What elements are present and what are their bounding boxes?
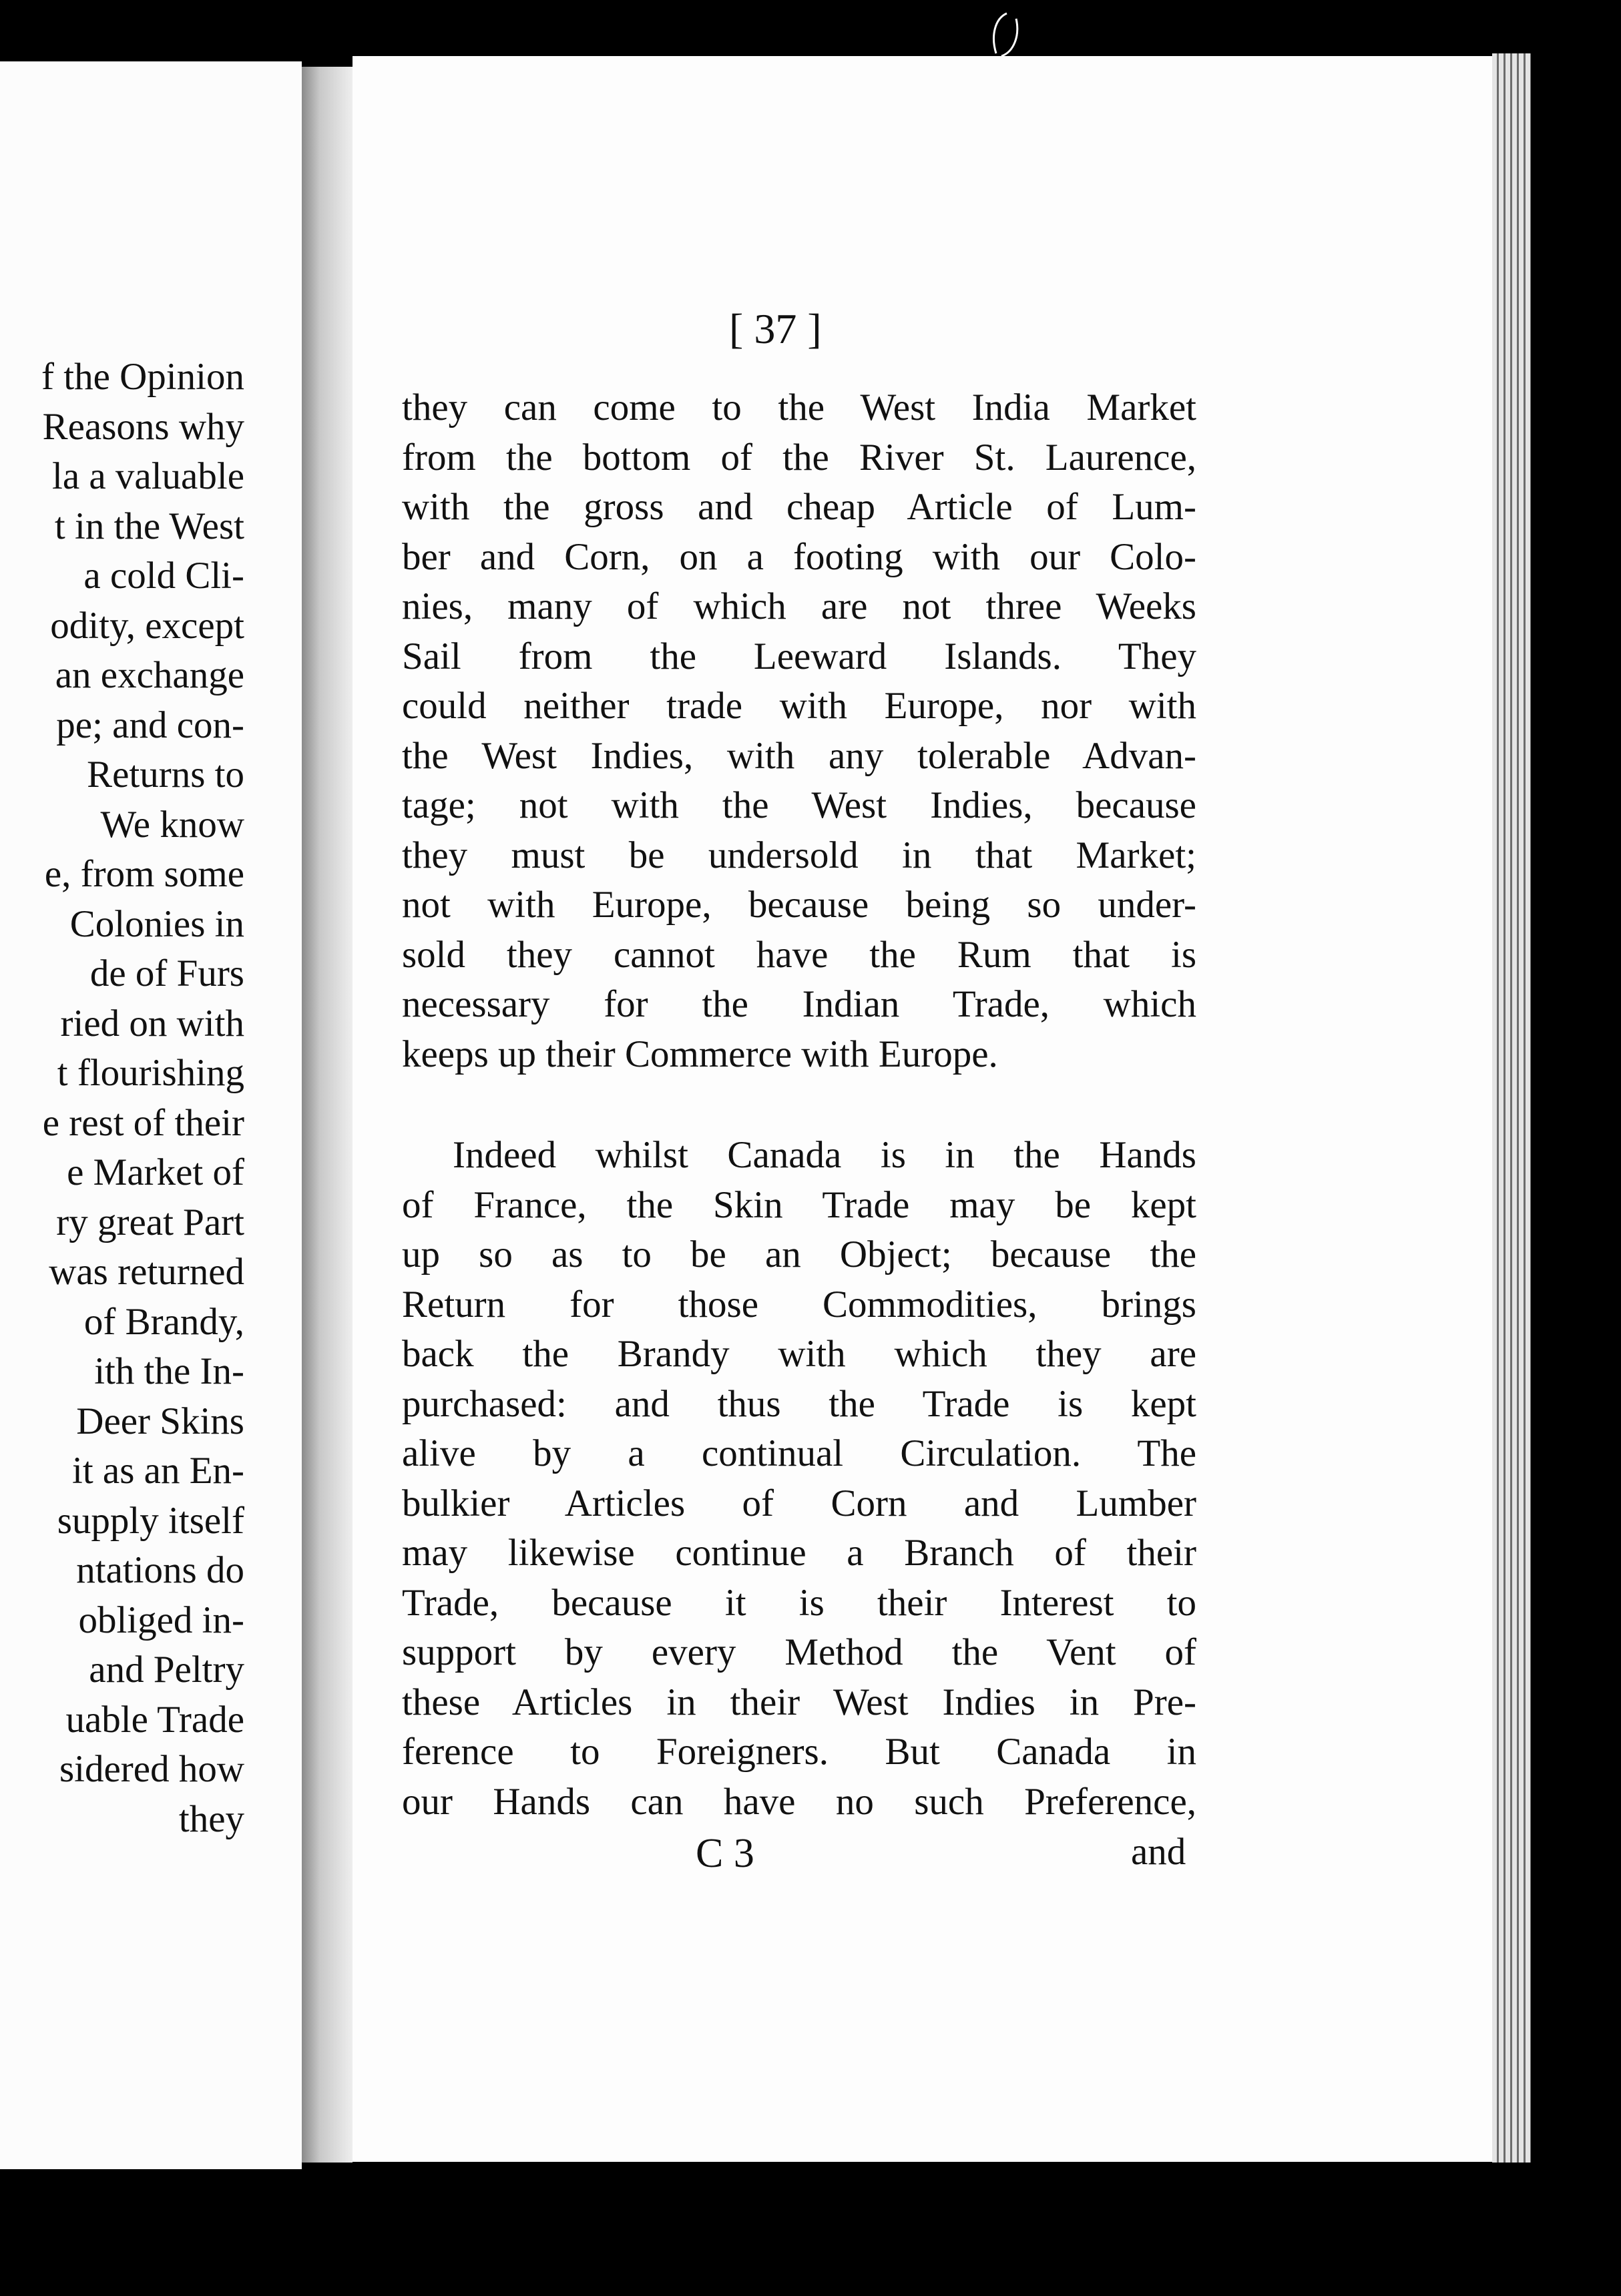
paragraph2-line: ference to Foreigners. But Canada in bbox=[402, 1731, 1196, 1773]
left-page-line: f the Opinion bbox=[41, 356, 244, 398]
book-gutter bbox=[302, 67, 353, 2163]
paragraph2-line: bulkier Articles of Corn and Lumber bbox=[402, 1482, 1196, 1524]
paragraph2-line: of France, the Skin Trade may be kept bbox=[402, 1183, 1196, 1226]
left-page-line: We know bbox=[100, 803, 244, 846]
left-page-line: e, from some bbox=[44, 853, 244, 895]
paragraph2-line: Indeed whilst Canada is in the Hands bbox=[453, 1134, 1196, 1176]
left-page-line: la a valuable bbox=[51, 455, 244, 497]
paragraph1-line: from the bottom of the River St. Laurence, bbox=[402, 436, 1196, 479]
left-page-line: uable Trade bbox=[65, 1698, 244, 1741]
paragraph2-line: our Hands can have no such Preference, bbox=[402, 1780, 1196, 1823]
paragraph1-line: ber and Corn, on a footing with our Colo- bbox=[402, 535, 1196, 578]
left-page-line: ith the In- bbox=[94, 1350, 244, 1392]
left-page bbox=[0, 61, 302, 2169]
ink-mark bbox=[987, 9, 1027, 63]
left-page-line: ntations do bbox=[76, 1549, 244, 1591]
paragraph1-line: not with Europe, because being so under- bbox=[402, 884, 1196, 926]
paragraph2-line: may likewise continue a Branch of their bbox=[402, 1532, 1196, 1574]
paragraph1-line: could neither trade with Europe, nor with bbox=[402, 685, 1196, 727]
left-page-line: a cold Cli- bbox=[83, 555, 244, 597]
paragraph1-line: they can come to the West India Market bbox=[402, 386, 1196, 428]
right-page bbox=[353, 56, 1492, 2162]
paragraph2-line: back the Brandy with which they are bbox=[402, 1333, 1196, 1375]
left-page-line: Returns to bbox=[87, 754, 244, 796]
left-page-line: Colonies in bbox=[69, 902, 244, 945]
paragraph1-line: the West Indies, with any tolerable Advan- bbox=[402, 734, 1196, 777]
paragraph1-line: keeps up their Commerce with Europe. bbox=[402, 1033, 998, 1075]
left-page-line: of Brandy, bbox=[83, 1300, 244, 1343]
paragraph1-line: tage; not with the West Indies, because bbox=[402, 784, 1196, 826]
paragraph2-line: purchased: and thus the Trade is kept bbox=[402, 1382, 1196, 1425]
paragraph1-line: with the gross and cheap Article of Lum- bbox=[402, 486, 1196, 528]
left-page-line: odity, except bbox=[50, 604, 244, 647]
catchword: and bbox=[1131, 1831, 1186, 1873]
left-page-line: e Market of bbox=[67, 1151, 244, 1193]
paragraph2-line: Return for those Commodities, brings bbox=[402, 1283, 1196, 1326]
left-page-line: obliged in- bbox=[78, 1599, 244, 1641]
paragraph1-line: nies, many of which are not three Weeks bbox=[402, 585, 1196, 627]
left-page-line: Reasons why bbox=[42, 405, 244, 448]
left-page-line: and Peltry bbox=[89, 1649, 244, 1691]
paragraph1-line: they must be undersold in that Market; bbox=[402, 834, 1196, 876]
left-page-line: it as an En- bbox=[71, 1450, 244, 1492]
signature-mark: C 3 bbox=[696, 1831, 754, 1876]
left-page-line: was returned bbox=[49, 1251, 244, 1293]
paragraph2-line: up so as to be an Object; because the bbox=[402, 1233, 1196, 1275]
left-page-line: de of Furs bbox=[89, 952, 244, 994]
paragraph1-line: sold they cannot have the Rum that is bbox=[402, 933, 1196, 976]
left-page-line: pe; and con- bbox=[56, 703, 244, 746]
left-page-line: they bbox=[178, 1797, 244, 1840]
left-page-line: supply itself bbox=[57, 1499, 244, 1542]
paragraph1-line: necessary for the Indian Trade, which bbox=[402, 983, 1196, 1025]
left-page-line: t in the West bbox=[54, 505, 244, 547]
left-page-line: e rest of their bbox=[42, 1101, 244, 1144]
left-page-line: an exchange bbox=[55, 654, 244, 696]
page-number: [ 37 ] bbox=[729, 305, 822, 352]
paragraph2-line: these Articles in their West Indies in Pre- bbox=[402, 1681, 1196, 1723]
left-page-line: sidered how bbox=[59, 1748, 244, 1790]
paragraph2-line: support by every Method the Vent of bbox=[402, 1631, 1196, 1673]
left-page-line: ried on with bbox=[60, 1002, 244, 1045]
left-page-line: Deer Skins bbox=[76, 1400, 244, 1442]
paragraph2-line: alive by a continual Circulation. The bbox=[402, 1432, 1196, 1474]
left-page-line: t flourishing bbox=[57, 1052, 244, 1094]
paragraph2-line: Trade, because it is their Interest to bbox=[402, 1581, 1196, 1624]
page-edges bbox=[1492, 53, 1531, 2163]
left-page-line: ry great Part bbox=[56, 1201, 244, 1243]
paragraph1-line: Sail from the Leeward Islands. They bbox=[402, 635, 1196, 677]
